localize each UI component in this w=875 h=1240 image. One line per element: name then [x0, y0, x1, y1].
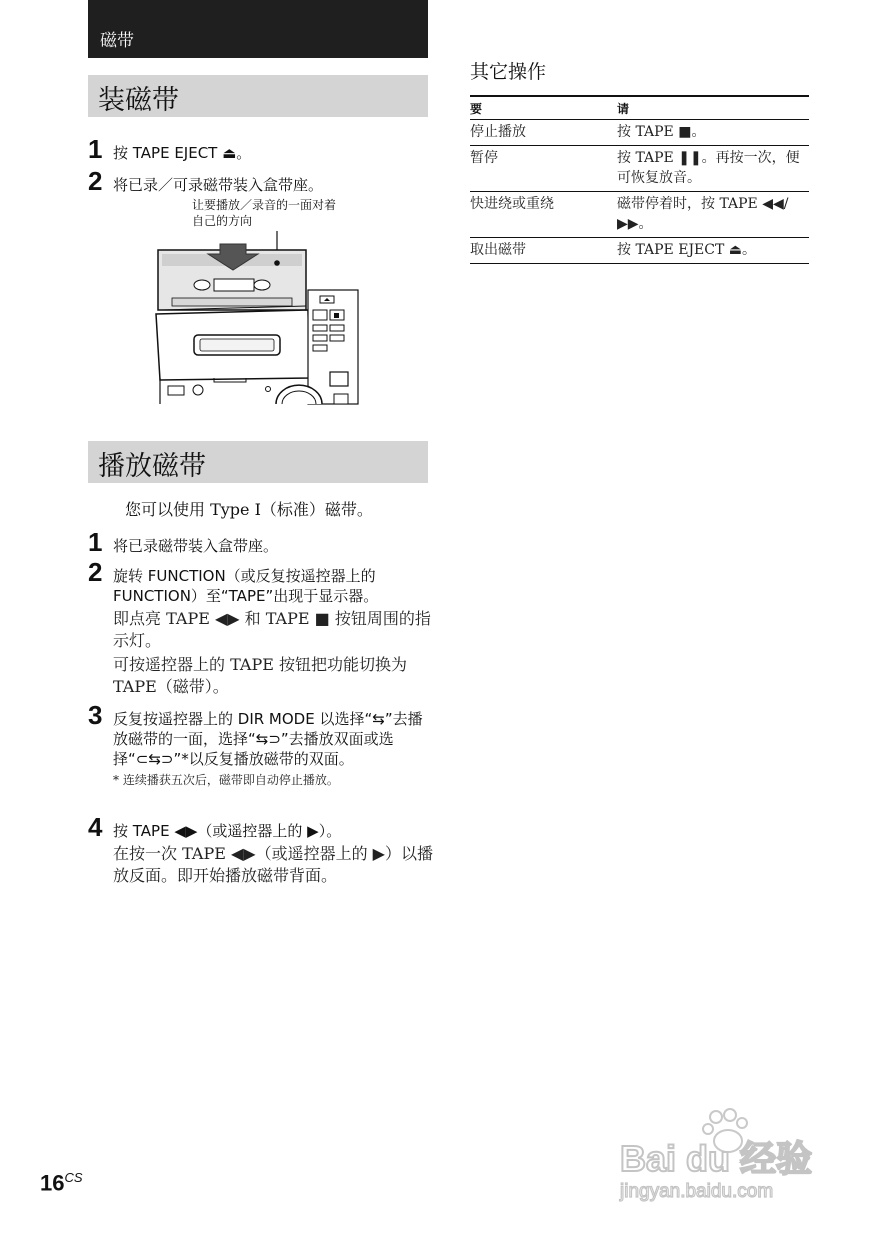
step-number: 1 — [88, 134, 103, 164]
table-row — [470, 146, 809, 192]
column-header-want: 要 — [470, 96, 617, 120]
step-text: 将已录磁带装入盒带座。 — [113, 537, 279, 555]
chapter-tab: 磁带 — [88, 0, 428, 58]
cassette-deck-illustration — [150, 228, 362, 406]
step-text: 反复按遥控器上的 DIR MODE 以选择“⇆”去播放磁带的一面，选择“⇆⊃”去播放双面或选择“⊂⇆⊃”*以反复播放磁带的双面。 — [113, 710, 423, 768]
table-cell-want: 快进绕或重绕 — [470, 192, 617, 238]
play-step-2 — [88, 557, 433, 698]
load-step-1 — [88, 134, 433, 164]
other-operations-table — [470, 95, 809, 264]
step-number: 2 — [88, 557, 103, 587]
intro-text: 您可以使用 Type Ⅰ（标准）磁带。 — [125, 500, 373, 519]
step-text: 按 TAPE EJECT ⏏。 — [113, 144, 252, 162]
column-header-do: 请 — [617, 96, 809, 120]
section-title-load-tape: 装磁带 — [88, 75, 428, 117]
illustration-callout: 让要播放／录音的一面对着 自己的方向 — [192, 198, 337, 228]
play-step-4 — [88, 812, 433, 887]
other-operations-title: 其它操作 — [470, 61, 547, 83]
table-cell-want: 暂停 — [470, 146, 617, 192]
section-title-play-tape: 播放磁带 — [88, 441, 428, 483]
step-text: 将已录／可录磁带装入盒带座。 — [113, 176, 324, 194]
step-note: 在按一次 TAPE ◀▶（或遥控器上的 ▶）以播放反面。即开始播放磁带背面。 — [113, 844, 433, 885]
table-cell-want: 取出磁带 — [470, 238, 617, 264]
step-note: 即点亮 TAPE ◀▶ 和 TAPE ■ 按钮周围的指示灯。 — [113, 609, 431, 650]
table-header-row — [470, 96, 809, 120]
table-cell-want: 停止播放 — [470, 120, 617, 146]
baidu-watermark — [612, 1105, 827, 1205]
watermark-url: jingyan.baidu.com — [620, 1181, 774, 1202]
table-cell-do: 按 TAPE ■。 — [617, 120, 809, 146]
table-cell-do: 按 TAPE EJECT ⏏。 — [617, 238, 809, 264]
play-step-1 — [88, 527, 433, 557]
table-cell-do: 按 TAPE ❚❚。再按一次，便可恢复放音。 — [617, 146, 809, 192]
page-number: $16^{CS}$ — [40, 1170, 83, 1196]
step-number: 1 — [88, 527, 103, 557]
step-number: 4 — [88, 812, 103, 842]
step-number: 3 — [88, 700, 103, 730]
table-row — [470, 192, 809, 238]
table-cell-do: 磁带停着时，按 TAPE ◀◀/▶▶。 — [617, 192, 809, 238]
watermark-brand: Bai du 经验 — [620, 1138, 813, 1179]
table-row — [470, 120, 809, 146]
play-step-3 — [88, 700, 433, 789]
table-row — [470, 238, 809, 264]
step-footnote: * 连续播获五次后，磁带即自动停止播放。 — [113, 773, 339, 787]
step-text: 按 TAPE ◀▶（或遥控器上的 ▶）。 — [113, 822, 342, 840]
step-number: 2 — [88, 166, 103, 196]
step-note: 可按遥控器上的 TAPE 按钮把功能切换为 TAPE（磁带）。 — [113, 655, 407, 696]
step-text: 旋转 FUNCTION（或反复按遥控器上的 FUNCTION）至“TAPE”出现于显示器。 — [113, 567, 379, 605]
load-step-2 — [88, 166, 433, 196]
